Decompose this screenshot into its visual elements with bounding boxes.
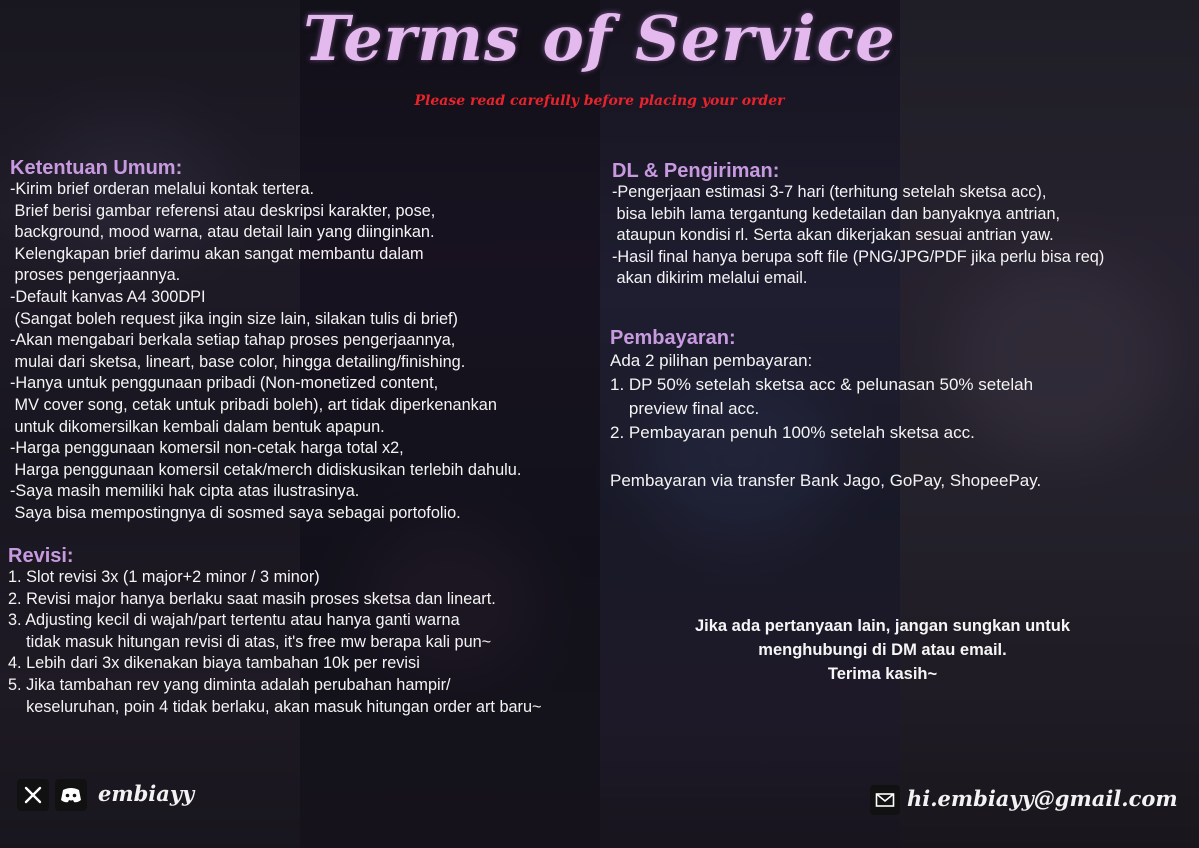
social-handle[interactable]: embiayy <box>98 781 195 806</box>
text-line <box>610 445 1041 469</box>
text-line: Ada 2 pilihan pembayaran: <box>610 351 813 370</box>
text-line: preview final acc. <box>610 399 760 418</box>
text-line: Brief berisi gambar referensi atau deskripsi karakter, pose, <box>10 201 436 220</box>
discord-icon[interactable] <box>55 779 87 811</box>
text-line: Saya bisa mempostingnya di sosmed saya sebagai portofolio. <box>10 503 461 522</box>
x-icon[interactable] <box>17 779 49 811</box>
text-line: -Harga penggunaan komersil non-cetak harga total x2, <box>10 439 404 458</box>
text-line: 2. Pembayaran penuh 100% setelah sketsa acc. <box>610 423 975 442</box>
section-heading: Pembayaran: <box>610 327 736 349</box>
text-line: (Sangat boleh request jika ingin size lain, silakan tulis di brief) <box>10 309 458 328</box>
text-line: Kelengkapan brief darimu akan sangat membantu dalam <box>10 244 424 263</box>
text-line: Harga penggunaan komersil cetak/merch didiskusikan terlebih dahulu. <box>10 460 522 479</box>
text-line: -Hanya untuk penggunaan pribadi (Non-monetized content, <box>10 374 439 393</box>
text-line: keseluruhan, poin 4 tidak berlaku, akan masuk hitungan order art baru~ <box>8 697 542 716</box>
text-line: tidak masuk hitungan revisi di atas, it's free mw berapa kali pun~ <box>8 632 492 651</box>
text-line: proses pengerjaannya. <box>10 266 181 285</box>
text-line: bisa lebih lama tergantung kedetailan dan banyaknya antrian, <box>612 204 1061 223</box>
text-line: background, mood warna, atau detail lain yang diinginkan. <box>10 223 435 242</box>
closing-message: Jika ada pertanyaan lain, jangan sungkan untuk menghubungi di DM atau email. Terima kasih~ <box>694 617 1071 683</box>
text-line: -Default kanvas A4 300DPI <box>10 287 206 306</box>
text-line: -Kirim brief orderan melalui kontak tertera. <box>10 180 315 198</box>
section-heading: DL & Pengiriman: <box>612 160 780 182</box>
section-body <box>610 349 1041 493</box>
text-line: -Pengerjaan estimasi 3-7 hari (terhitung setelah sketsa acc), <box>612 183 1047 201</box>
page-title: Terms of Service <box>303 2 896 75</box>
section-heading: Revisi: <box>8 545 74 567</box>
page-subtitle: Please read carefully before placing your order <box>414 93 785 109</box>
section-heading: Ketentuan Umum: <box>10 157 183 179</box>
text-line: Pembayaran via transfer Bank Jago, GoPay, ShopeePay. <box>610 471 1042 490</box>
text-line: mulai dari sketsa, lineart, base color, hingga detailing/finishing. <box>10 352 466 371</box>
section-body <box>8 567 542 718</box>
text-line: 4. Lebih dari 3x dikenakan biaya tambahan 10k per revisi <box>8 654 420 673</box>
text-line: -Akan mengabari berkala setiap tahap proses pengerjaannya, <box>10 331 456 350</box>
section-dl-pengiriman <box>612 160 1104 290</box>
text-line: -Hasil final hanya berupa soft file (PNG/JPG/PDF jika perlu bisa req) <box>612 247 1105 266</box>
section-revisi <box>8 545 542 718</box>
section-body <box>10 179 521 525</box>
text-line: 1. DP 50% setelah sketsa acc & pelunasan 50% setelah <box>610 375 1034 394</box>
text-line: 3. Adjusting kecil di wajah/part tertentu atau hanya ganti warna <box>8 611 460 630</box>
text-line: -Saya masih memiliki hak cipta atas ilustrasinya. <box>10 482 360 501</box>
text-line: 2. Revisi major hanya berlaku saat masih proses sketsa dan lineart. <box>8 589 496 608</box>
text-line: ataupun kondisi rl. Serta akan dikerjakan sesuai antrian yaw. <box>612 226 1054 245</box>
email-address[interactable]: hi.embiayy@gmail.com <box>907 786 1178 811</box>
text-line: 1. Slot revisi 3x (1 major+2 minor / 3 minor) <box>8 568 320 586</box>
section-body <box>612 182 1104 290</box>
section-ketentuan-umum <box>10 157 521 525</box>
text-line: MV cover song, cetak untuk pribadi boleh), art tidak diperkenankan <box>10 395 497 414</box>
text-line: untuk dikomersilkan kembali dalam bentuk apapun. <box>10 417 385 436</box>
text-line: 5. Jika tambahan rev yang diminta adalah perubahan hampir/ <box>8 675 451 694</box>
text-line: akan dikirim melalui email. <box>612 269 808 288</box>
section-pembayaran <box>610 327 1041 493</box>
mail-icon[interactable] <box>870 785 900 815</box>
